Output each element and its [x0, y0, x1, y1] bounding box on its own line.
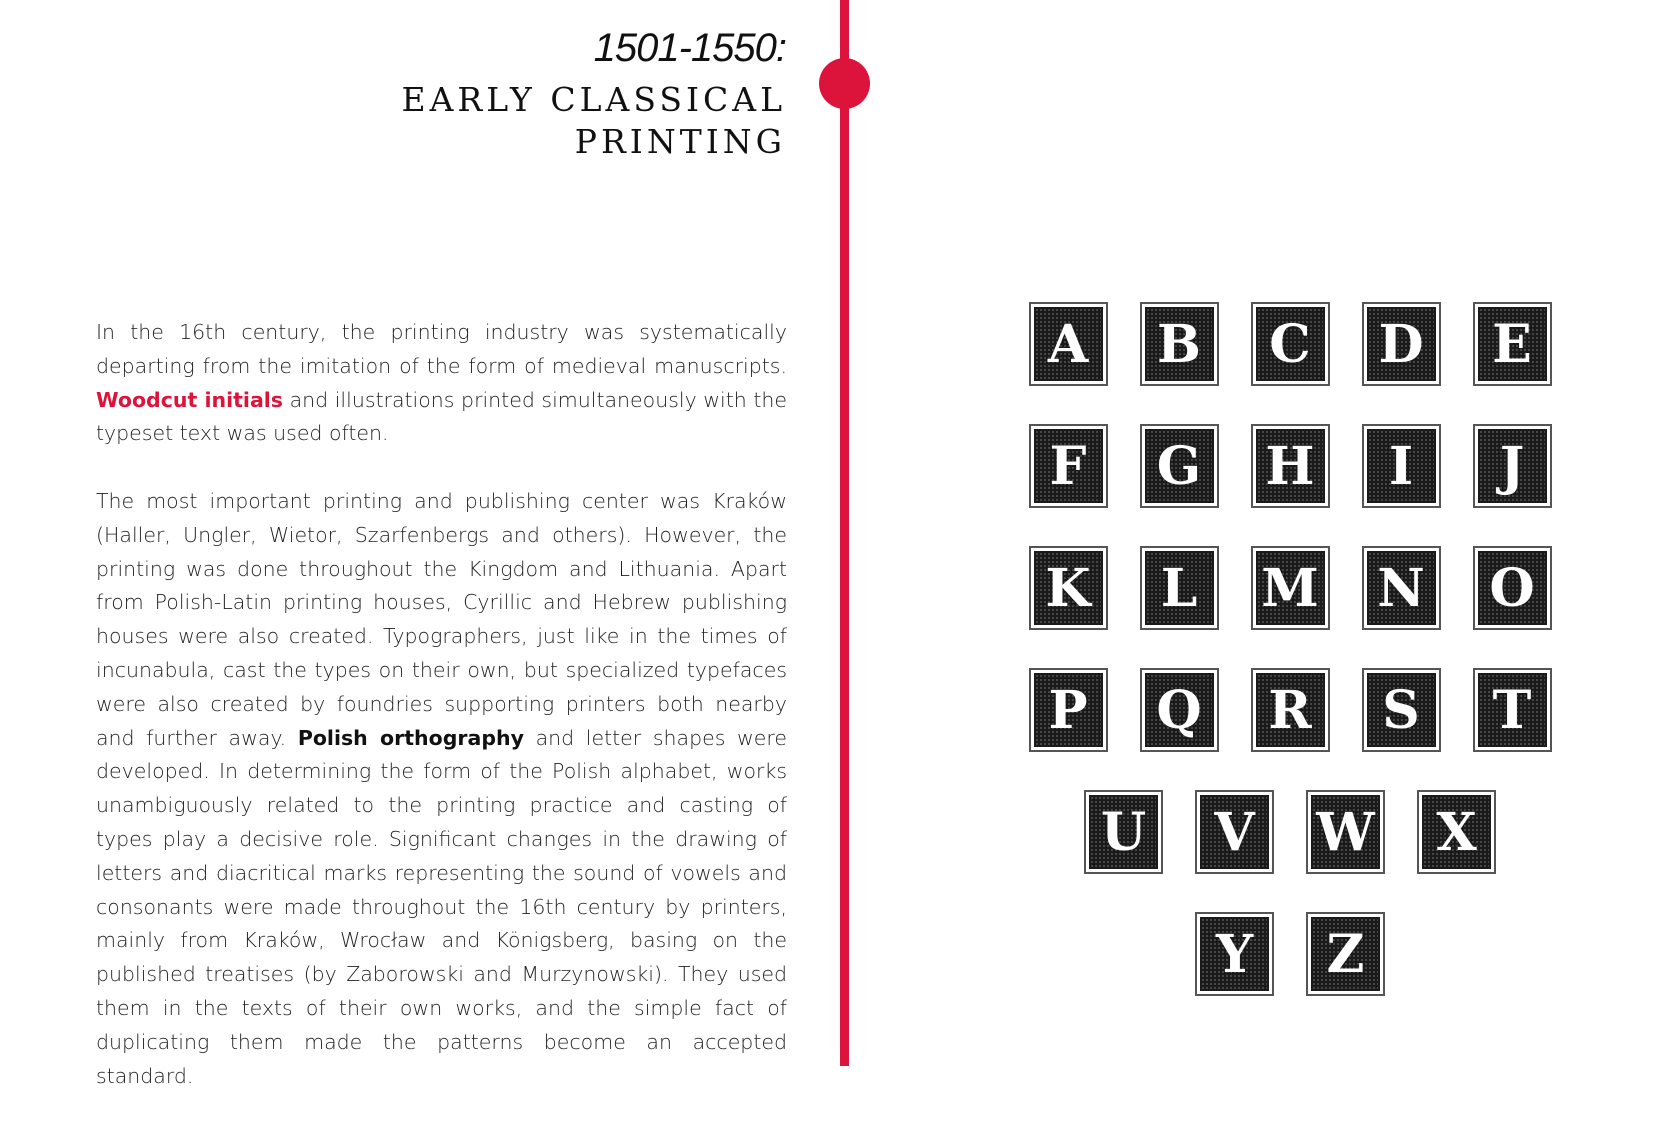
title-line-1: EARLY CLASSICAL	[401, 80, 786, 119]
woodcut-initial-z: Z	[1306, 912, 1385, 996]
text: and illustrations printed simultaneously with the typeset text was used often.	[96, 387, 787, 446]
section-heading	[401, 26, 786, 163]
paragraph-1	[96, 316, 787, 451]
woodcut-initial-u: U	[1084, 790, 1163, 874]
highlight-woodcut-initials: Woodcut initials	[96, 387, 284, 412]
woodcut-initial-i: I	[1362, 424, 1441, 508]
woodcut-initial-x: X	[1417, 790, 1496, 874]
period-label: 1501-1550:	[593, 26, 786, 70]
initials-row	[1020, 302, 1560, 386]
woodcut-initial-c: C	[1251, 302, 1330, 386]
bold-polish-orthography: Polish orthography	[297, 725, 524, 750]
text: In the 16th century, the printing industry was systematically departing from the imitation of the form of medieval manuscripts.	[96, 320, 787, 378]
woodcut-initial-k: K	[1029, 546, 1108, 630]
woodcut-initial-t: T	[1473, 668, 1552, 752]
woodcut-initial-d: D	[1362, 302, 1441, 386]
woodcut-initial-r: R	[1251, 668, 1330, 752]
woodcut-initial-g: G	[1140, 424, 1219, 508]
woodcut-initials-grid	[1020, 302, 1560, 1034]
woodcut-initial-f: F	[1029, 424, 1108, 508]
woodcut-initial-o: O	[1473, 546, 1552, 630]
title-line-2: PRINTING	[574, 122, 786, 161]
timeline-line	[840, 0, 849, 1066]
initials-row	[1020, 790, 1560, 874]
woodcut-initial-h: H	[1251, 424, 1330, 508]
woodcut-initial-p: P	[1029, 668, 1108, 752]
initials-row	[1020, 912, 1560, 996]
paragraph-2	[96, 485, 787, 1093]
section-title	[401, 79, 786, 163]
woodcut-initial-m: M	[1251, 546, 1330, 630]
woodcut-initial-q: Q	[1140, 668, 1219, 752]
woodcut-initial-b: B	[1140, 302, 1219, 386]
woodcut-initial-e: E	[1473, 302, 1552, 386]
woodcut-initial-v: V	[1195, 790, 1274, 874]
timeline-marker	[819, 58, 870, 109]
woodcut-initial-s: S	[1362, 668, 1441, 752]
woodcut-initial-n: N	[1362, 546, 1441, 630]
woodcut-initial-y: Y	[1195, 912, 1274, 996]
text: and letter shapes were developed. In determining the form of the Polish alphabet, works unambiguously related to the printing practice and casting of types play a decisive role. Significant changes in the drawing of letters and diacritical marks representing the sound of vowels and consonants were made throughout the 16th century by printers, mainly from Kraków, Wrocław and Königsberg, basing on the published treatises (by Zaborowski and Murzynowski). They used them in the texts of their own works, and the simple fact of duplicating them made the patterns become an accepted standard.	[96, 725, 787, 1088]
initials-row	[1020, 424, 1560, 508]
initials-row	[1020, 668, 1560, 752]
woodcut-initial-a: A	[1029, 302, 1108, 386]
body-text	[96, 316, 787, 1127]
woodcut-initial-j: J	[1473, 424, 1552, 508]
woodcut-initial-w: W	[1306, 790, 1385, 874]
initials-row	[1020, 546, 1560, 630]
woodcut-initial-l: L	[1140, 546, 1219, 630]
text: The most important printing and publishing center was Kraków (Haller, Ungler, Wietor, Szarfenbergs and others). However, the printing was done throughout the Kingdom and Lithuania. Apart from Polish-Latin printing houses, Cyrillic and Hebrew publishing houses were also created. Typographers, just like in the times of incunabula, cast the types on their own, but specialized typefaces were also created by foundries supporting printers both nearby and further away.	[96, 488, 787, 750]
